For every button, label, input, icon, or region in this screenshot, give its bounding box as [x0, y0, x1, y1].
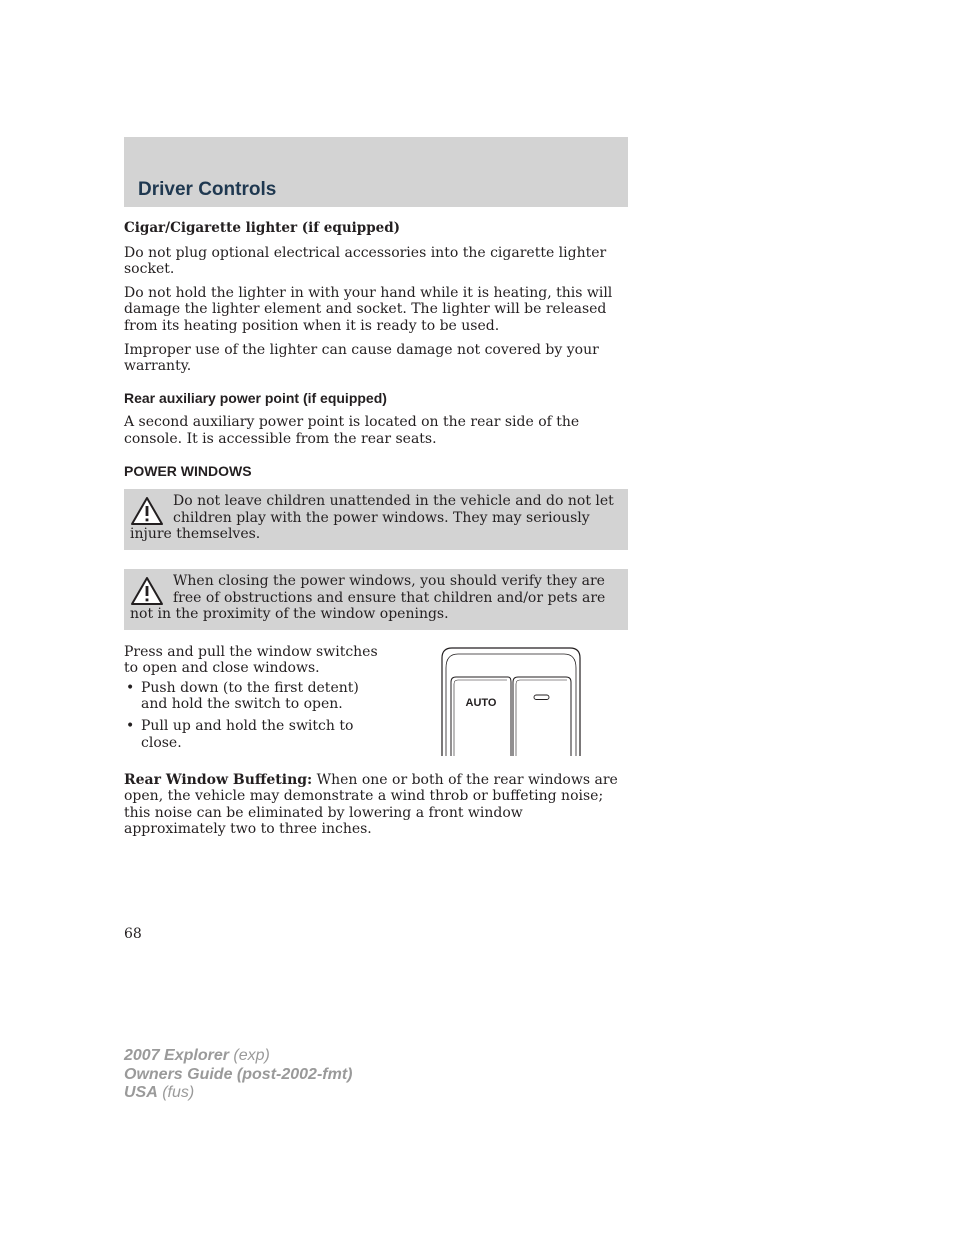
section-header-bar: [124, 137, 628, 207]
footer-line-3: USA (fus): [124, 1084, 195, 1101]
auto-label: AUTO: [465, 696, 497, 709]
window-switch-illustration: [436, 646, 586, 758]
cigar-paragraph-2: Do not hold the lighter in with your hand while it is heating, this will damage the lighter element and socket. The lighter will be released from its heating position when it is ready to be used.: [124, 284, 613, 334]
window-switch-section: [124, 644, 628, 758]
rear-aux-paragraph: A second auxiliary power point is located on the rear side of the console. It is accessible from the rear seats.: [124, 414, 580, 447]
window-switch-instructions: [124, 644, 379, 758]
warning-box-children: [124, 489, 628, 550]
bullet-open: • Push down (to the first detent) and hold the switch to open.: [124, 680, 379, 713]
cigar-lighter-heading: Cigar/Cigarette lighter (if equipped): [124, 220, 401, 236]
rear-aux-heading: Rear auxiliary power point (if equipped): [124, 389, 387, 406]
cigar-paragraph-1: Do not plug optional electrical accessories into the cigarette lighter socket.: [124, 244, 607, 278]
warning-triangle-icon: [130, 576, 164, 606]
footer-line-2: Owners Guide (post-2002-fmt): [124, 1065, 353, 1083]
page-number: 68: [124, 926, 142, 942]
cigar-paragraph-3: Improper use of the lighter can cause damage not covered by your warranty.: [124, 341, 599, 375]
warning-text-children: Do not leave children unattended in the vehicle and do not let children play with the power windows. They may seriously injure themselves.: [130, 493, 614, 543]
footer-line-1: 2007 Explorer (exp): [124, 1047, 270, 1064]
section-title: Driver Controls: [138, 179, 277, 200]
document-footer: [124, 1047, 352, 1103]
rear-window-buffeting-paragraph: [124, 772, 628, 838]
rear-window-buffeting-label: Rear Window Buffeting:: [124, 771, 313, 788]
warning-box-obstructions: [124, 569, 628, 630]
warning-triangle-icon: [130, 496, 164, 526]
window-switch-bullets: [124, 680, 379, 751]
rear-window-buffeting-text: When one or both of the rear windows are open, the vehicle may demonstrate a wind throb or buffeting noise; this noise can be eliminated by lowering a front window approximately two to three inches.: [124, 771, 618, 838]
warning-text-obstructions: When closing the power windows, you should verify they are free of obstructions and ensure that children and/or pets are not in the proximity of the window openings.: [130, 572, 606, 623]
window-switch-intro: Press and pull the window switches to open and close windows.: [124, 643, 378, 677]
bullet-close: • Pull up and hold the switch to close.: [124, 718, 379, 751]
page-content: [124, 220, 628, 845]
power-windows-heading: POWER WINDOWS: [124, 462, 252, 479]
